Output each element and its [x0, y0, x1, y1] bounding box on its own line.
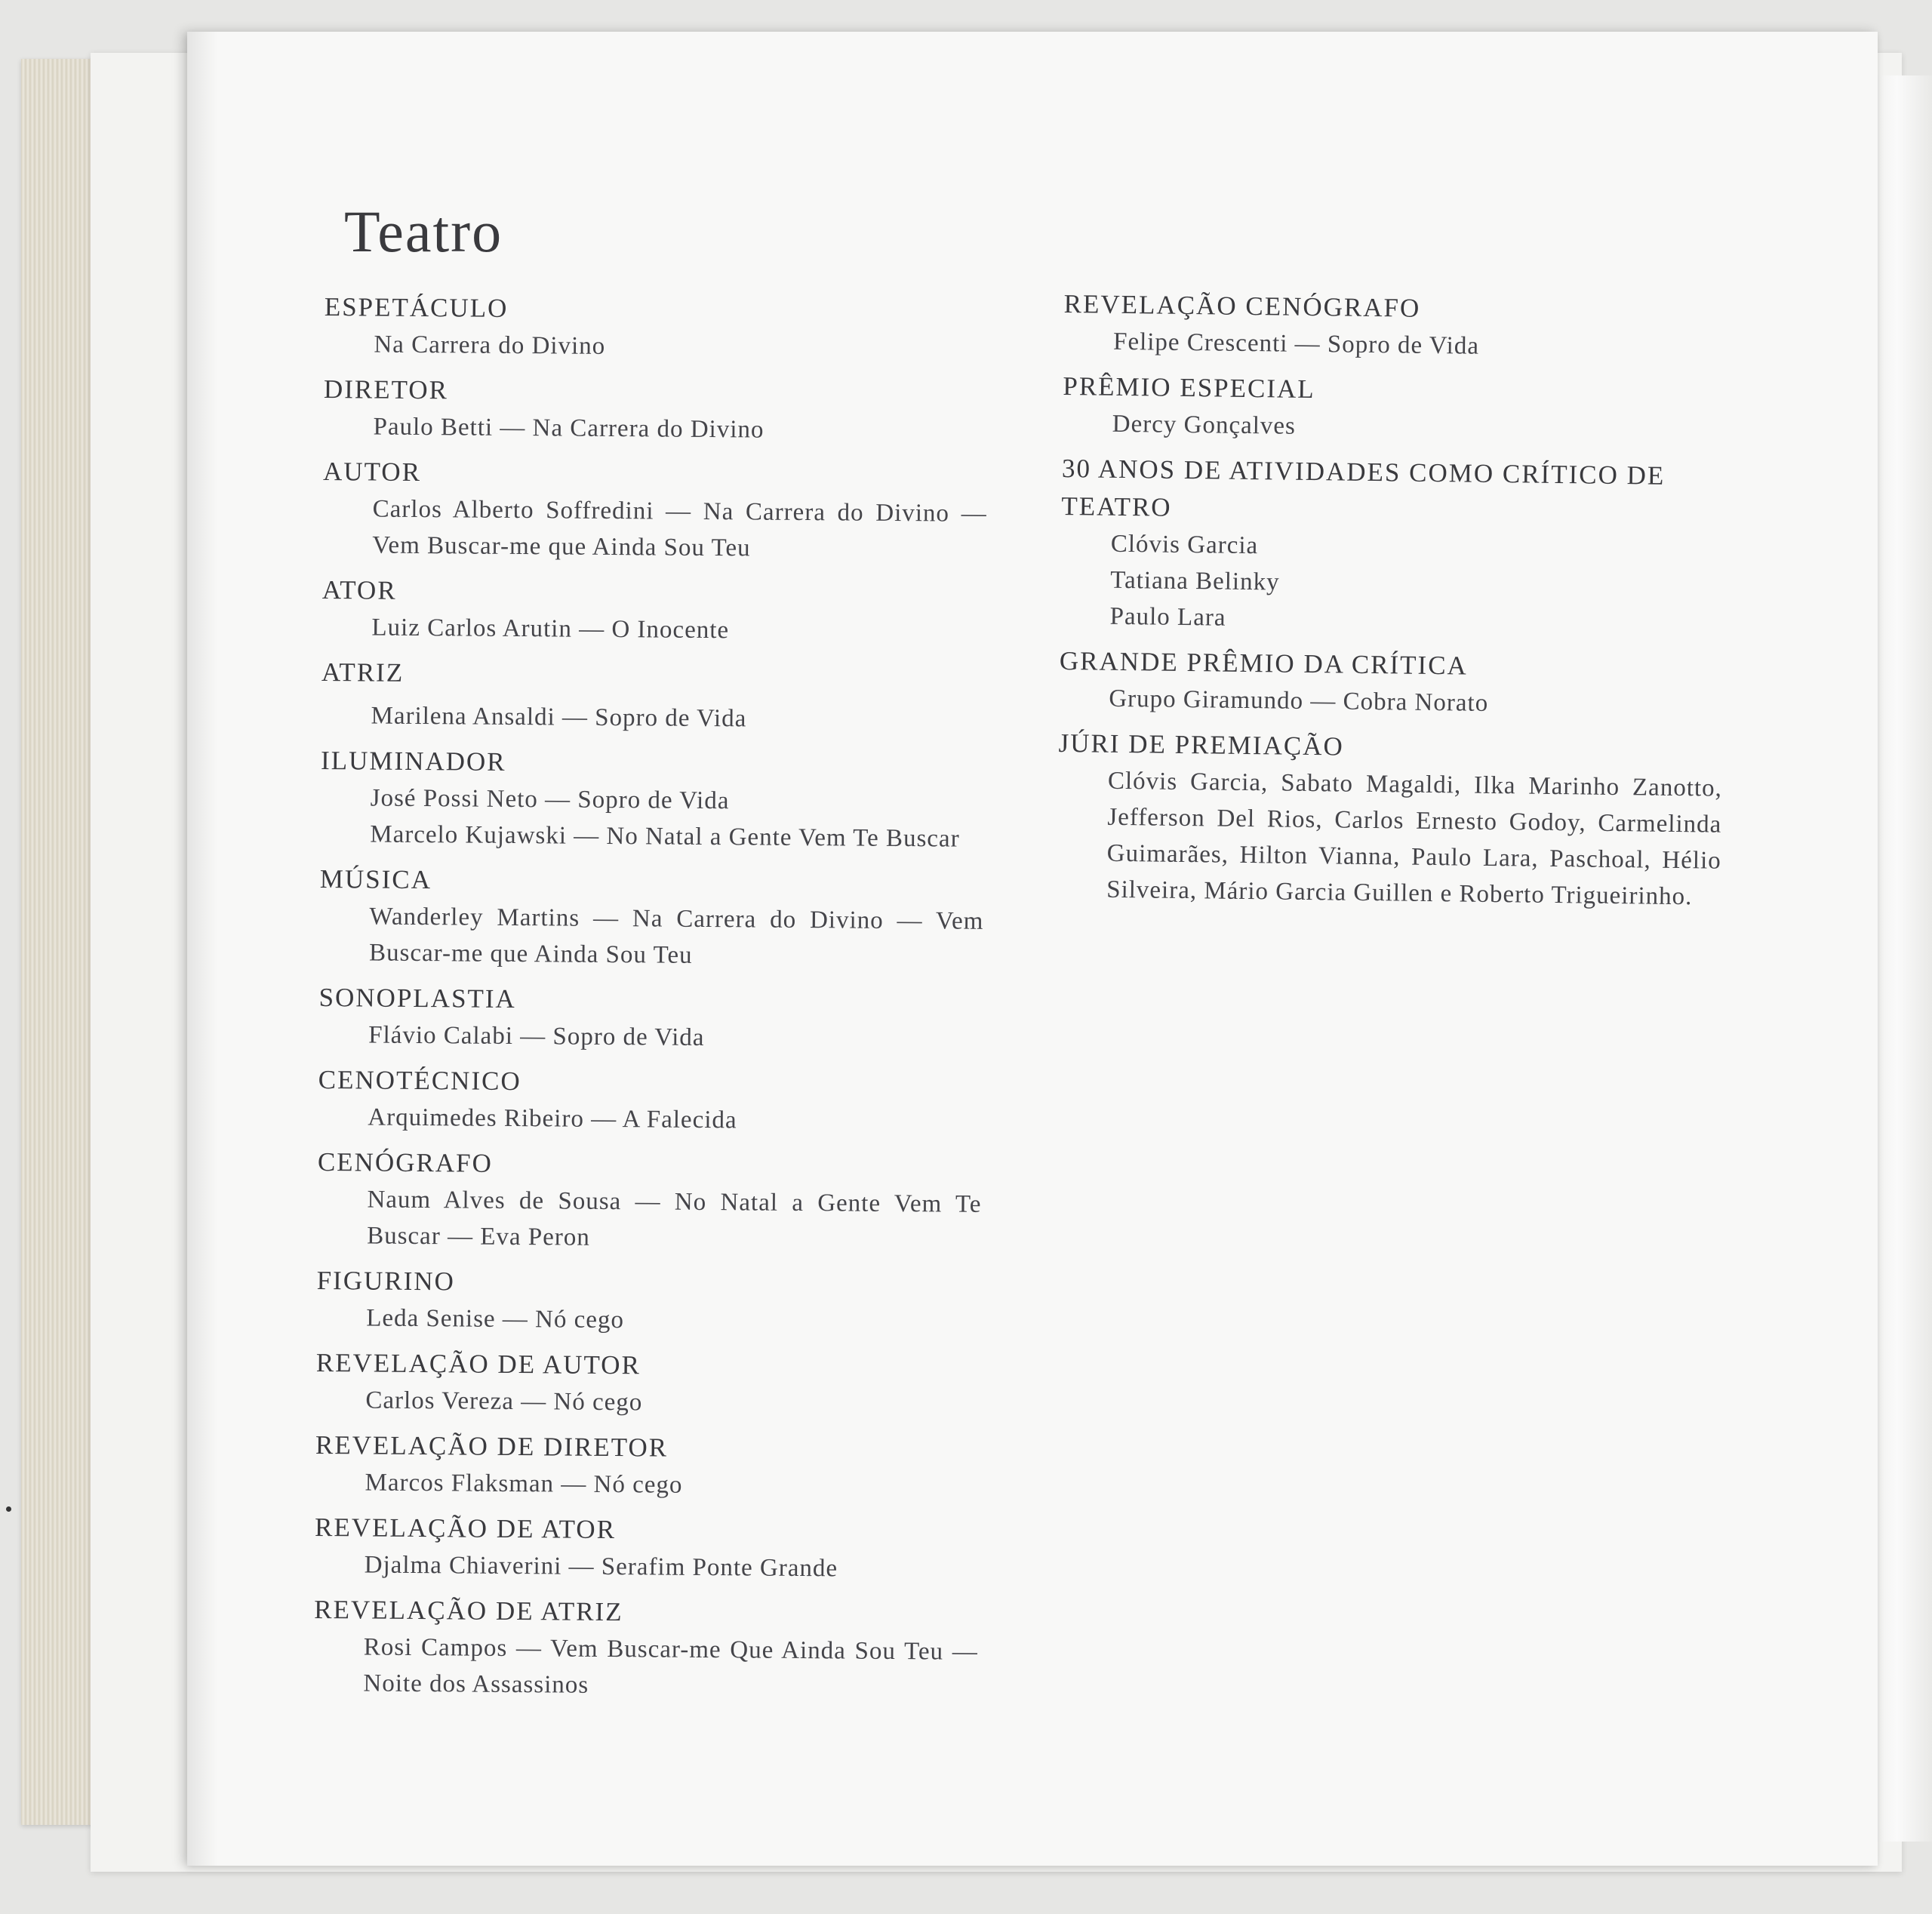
award-category: CENOTÉCNICO	[318, 1064, 521, 1097]
paper-spot	[6, 1506, 11, 1512]
award-category: 30 ANOS DE ATIVIDADES COMO CRÍTICO DE TEATRO	[1061, 453, 1666, 522]
award-winner: Marilena Ansaldi — Sopro de Vida	[371, 702, 747, 733]
award-entry	[321, 654, 986, 739]
award-winner: José Possi Neto — Sopro de Vida	[370, 784, 730, 815]
award-entry	[1063, 285, 1728, 368]
award-entry	[319, 860, 984, 976]
award-category: DIRETOR	[323, 374, 449, 405]
award-winner: Dercy Gonçalves	[1112, 410, 1297, 440]
award-entry	[1062, 368, 1727, 450]
award-winner: Clóvis Garcia, Sabato Magaldi, Ilka Marinho Zanotto, Jefferson Del Rios, Carlos Ernesto Godoy, Carmelinda Guimarães, Hilton Vianna, Paulo Lara, Paschoal, Hélio Silveira, Mário Garcia Guillen e Roberto Trigueirinho.	[1106, 767, 1723, 911]
award-winner: Djalma Chiaverini — Serafim Ponte Grande	[364, 1551, 838, 1583]
award-category: JÚRI DE PREMIAÇÃO	[1058, 728, 1345, 762]
award-category: MÚSICA	[319, 863, 432, 895]
award-winner: Marcos Flaksman — Nó cego	[365, 1469, 683, 1499]
award-category: REVELAÇÃO DE AUTOR	[315, 1347, 641, 1380]
award-winner: Carlos Alberto Soffredini — Na Carrera do Divino — Vem Buscar-me que Ainda Sou Teu	[372, 495, 987, 562]
award-category: ATOR	[321, 574, 397, 605]
award-entry	[315, 1426, 980, 1506]
award-category: REVELAÇÃO CENÓGRAFO	[1063, 288, 1421, 323]
award-entry	[1059, 642, 1724, 725]
award-entry	[316, 1262, 981, 1341]
award-winner: Marcelo Kujawski — No Natal a Gente Vem Te Buscar	[370, 820, 960, 853]
page-title: Teatro	[344, 198, 503, 264]
award-entry	[322, 453, 987, 568]
award-entry	[313, 1591, 978, 1706]
award-category: ILUMINADOR	[320, 745, 506, 777]
award-winner: Leda Senise — Nó cego	[366, 1304, 625, 1334]
award-entry	[323, 371, 988, 450]
award-entry	[321, 571, 986, 651]
award-category: ESPETÁCULO	[324, 291, 509, 323]
award-winner: Felipe Crescenti — Sopro de Vida	[1112, 328, 1480, 360]
award-category: PRÊMIO ESPECIAL	[1063, 371, 1315, 405]
award-category: REVELAÇÃO DE ATRIZ	[314, 1594, 623, 1627]
left-column	[313, 288, 989, 1715]
award-entry	[318, 979, 983, 1058]
award-winner: Carlos Vereza — Nó cego	[365, 1386, 643, 1417]
award-entry	[1060, 450, 1726, 642]
award-entry	[324, 288, 989, 368]
award-category: ATRIZ	[321, 657, 405, 688]
award-winner: Wanderley Martins — Na Carrera do Divino — Vem Buscar-me que Ainda Sou Teu	[368, 903, 984, 969]
award-winner: Clóvis Garcia	[1110, 530, 1259, 560]
award-winner: Tatiana Belinky	[1110, 566, 1280, 596]
award-entry	[318, 1061, 983, 1140]
award-category: GRANDE PRÊMIO DA CRÍTICA	[1059, 645, 1469, 681]
award-winner: Arquimedes Ribeiro — A Falecida	[368, 1103, 737, 1134]
award-entry	[317, 1143, 982, 1259]
award-entry	[320, 742, 985, 857]
award-winner: Paulo Betti — Na Carrera do Divino	[373, 413, 764, 444]
award-category: AUTOR	[322, 456, 422, 488]
book-right-edge	[1873, 75, 1932, 1842]
award-category: REVELAÇÃO DE ATOR	[314, 1512, 617, 1545]
award-winner: Naum Alves de Sousa — No Natal a Gente Vem Te Buscar — Eva Peron	[366, 1186, 982, 1251]
right-column	[1057, 285, 1728, 924]
award-winner: Rosi Campos — Vem Buscar-me Que Ainda Sou Teu — Noite dos Assassinos	[363, 1633, 978, 1699]
award-category: CENÓGRAFO	[317, 1146, 493, 1178]
award-winner: Flávio Calabi — Sopro de Vida	[368, 1021, 705, 1051]
award-winner: Paulo Lara	[1109, 602, 1226, 632]
award-winner: Na Carrera do Divino	[374, 331, 606, 360]
award-category: SONOPLASTIA	[318, 982, 516, 1014]
award-category: FIGURINO	[316, 1265, 456, 1297]
award-entry	[315, 1344, 980, 1423]
award-entry	[315, 1509, 980, 1588]
award-winner: Luiz Carlos Arutin — O Inocente	[371, 614, 730, 645]
award-category: REVELAÇÃO DE DIRETOR	[315, 1429, 669, 1463]
award-winner: Grupo Giramundo — Cobra Norato	[1109, 685, 1489, 717]
award-entry	[1057, 725, 1723, 915]
